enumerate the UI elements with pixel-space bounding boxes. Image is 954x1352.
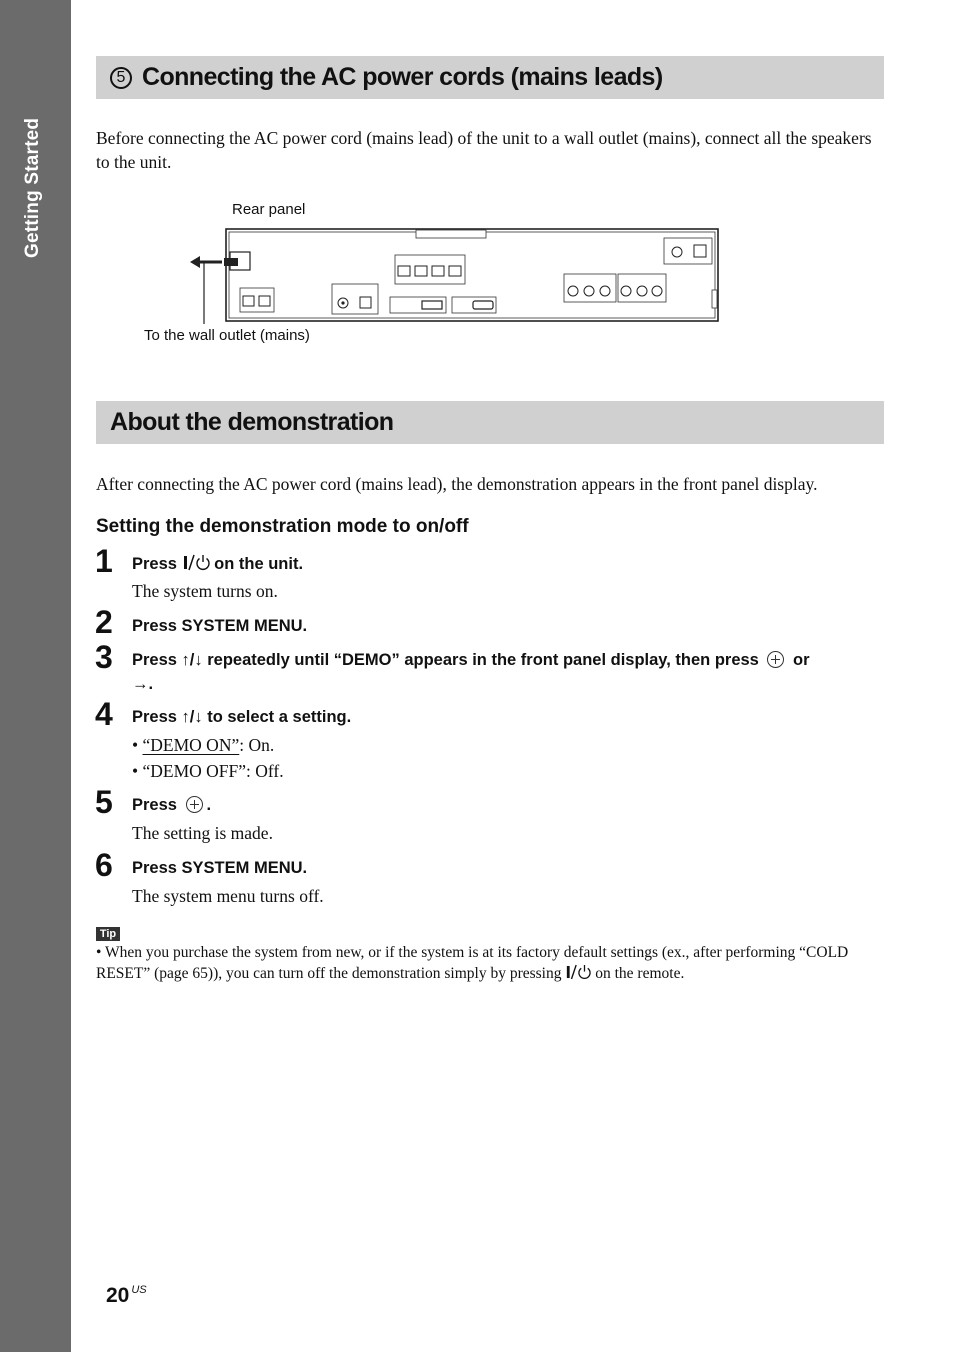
step-5-instruction: Press . xyxy=(132,796,212,814)
section-header-demonstration xyxy=(96,401,884,444)
step-3-instruction: Press ↑/↓ repeatedly until “DEMO” appears in the front panel display, then press or →. xyxy=(132,651,810,693)
step-number: 2 xyxy=(95,604,113,640)
page-region-suffix: US xyxy=(131,1284,147,1296)
step-number: 6 xyxy=(95,847,113,883)
section-header-ac-power xyxy=(96,56,884,99)
up-down-arrow-icon: ↑/↓ xyxy=(181,651,203,669)
option-demo-on: • “DEMO ON”: On. xyxy=(132,735,275,755)
step-number: 4 xyxy=(95,696,113,732)
subheading: Setting the demonstration mode to on/off xyxy=(96,516,469,537)
enter-icon xyxy=(186,796,203,813)
ac-power-intro: Before connecting the AC power cord (mains lead) of the unit to a wall outlet (mains), connect all the speakers to the unit. xyxy=(96,128,872,172)
page-number: 20 $^{US}$ xyxy=(106,1284,147,1307)
option-demo-off: • “DEMO OFF”: Off. xyxy=(132,761,284,781)
rear-panel-diagram xyxy=(180,224,725,328)
step-2-instruction: Press SYSTEM MENU. xyxy=(132,617,308,635)
right-arrow-icon: →. xyxy=(132,675,154,693)
section-title: About the demonstration xyxy=(110,408,394,436)
demonstration-intro: After connecting the AC power cord (mains lead), the demonstration appears in the front panel display. xyxy=(96,474,818,494)
step-6-result: The system menu turns off. xyxy=(132,886,324,906)
sidebar xyxy=(0,0,71,1352)
step-5-result: The setting is made. xyxy=(132,823,273,843)
tip-badge: Tip xyxy=(96,927,120,941)
power-icon xyxy=(565,964,591,980)
sidebar-section-label: Getting Started xyxy=(22,117,43,258)
default-setting: “DEMO ON” xyxy=(142,735,240,755)
step-number: 1 xyxy=(95,543,113,579)
arrow-left-icon xyxy=(190,256,222,324)
tip-text: • When you purchase the system from new, or if the system is at its factory default settings (ex., after performing “COLD RESET” (page 65)), you can turn off the demonstration simply by pressing on the remote. xyxy=(96,944,849,982)
step-1-instruction: Press on the unit. xyxy=(132,555,304,573)
power-icon xyxy=(182,554,210,571)
step-4-instruction: Press ↑/↓ to select a setting. xyxy=(132,708,352,726)
wall-outlet-label: To the wall outlet (mains) xyxy=(144,327,310,344)
step-number: 3 xyxy=(95,639,113,675)
step-number: 5 xyxy=(95,784,113,820)
step-6-instruction: Press SYSTEM MENU. xyxy=(132,859,308,877)
up-down-arrow-icon: ↑/↓ xyxy=(181,708,203,726)
section-title: Connecting the AC power cords (mains leads) xyxy=(142,63,663,91)
step-1-result: The system turns on. xyxy=(132,581,278,601)
rear-panel-label: Rear panel xyxy=(232,201,306,218)
enter-icon xyxy=(767,651,784,668)
circled-number: 5 xyxy=(110,67,132,89)
